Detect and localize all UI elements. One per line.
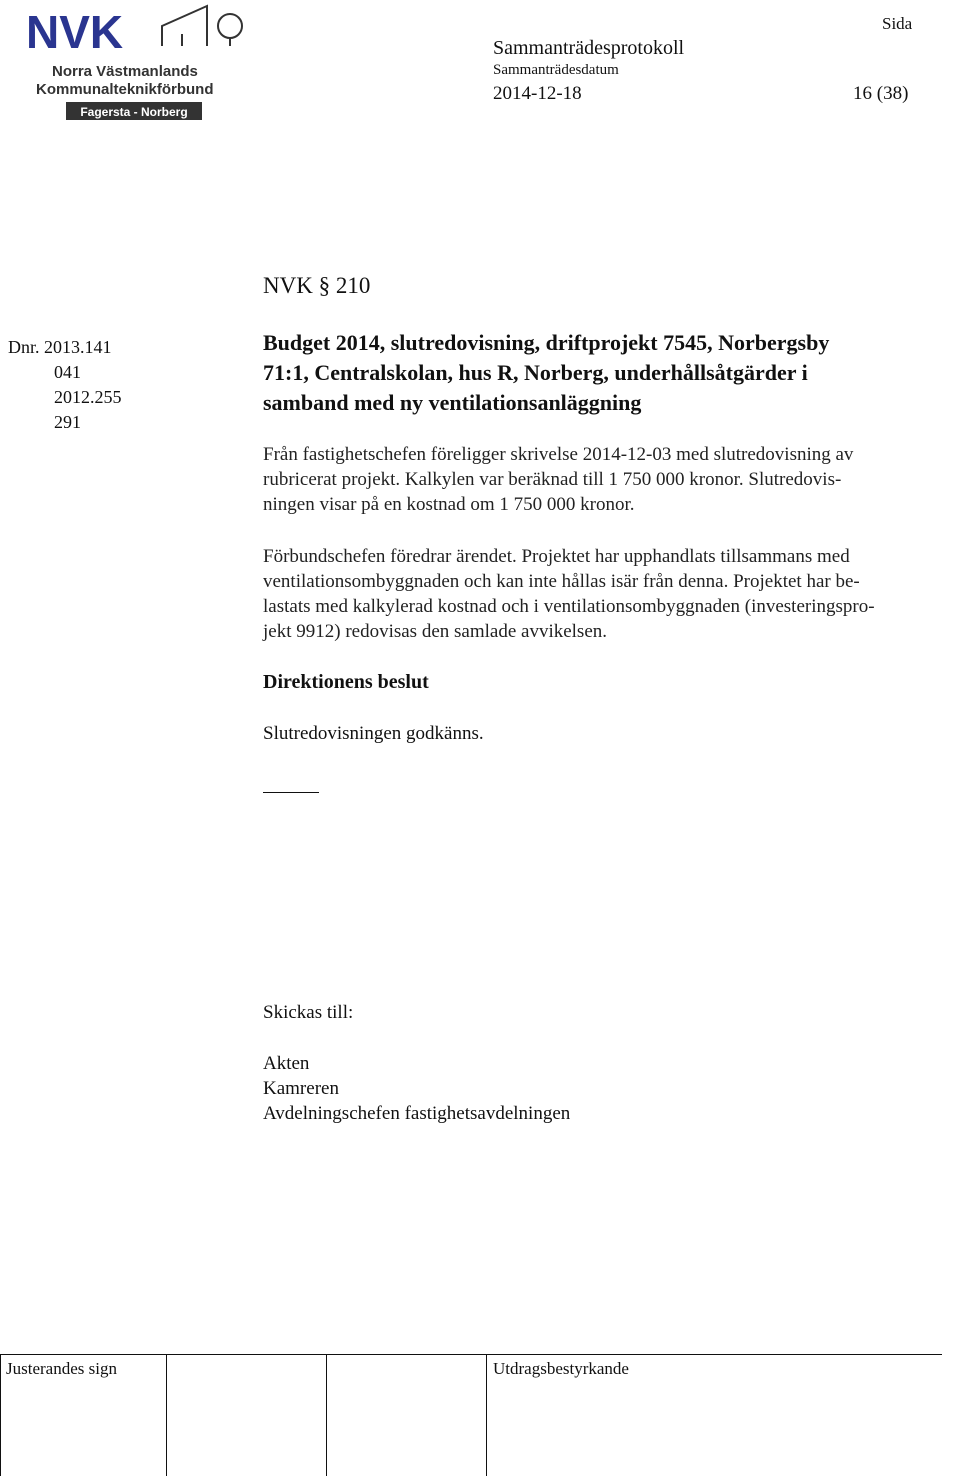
table-border	[326, 1354, 327, 1476]
paragraph-1	[263, 442, 953, 517]
decision-text: Slutredovisningen godkänns.	[263, 723, 484, 744]
distribution-label: Skickas till:	[263, 1002, 354, 1023]
dnr-line: 291	[54, 412, 81, 432]
recipient: Kamreren	[263, 1078, 339, 1099]
paragraph-line: ningen visar på en kostnad om 1 750 000 kronor.	[263, 494, 635, 515]
title-line: 71:1, Centralskolan, hus R, Norberg, underhållsåtgärder i	[263, 360, 808, 385]
recipient: Avdelningschefen fastighetsavdelningen	[263, 1103, 571, 1124]
decision-heading: Direktionens beslut	[263, 671, 429, 693]
dnr-line: 041	[54, 362, 81, 382]
paragraph-line: lastats med kalkylerad kostnad och i ventilationsombyggnaden (investeringspro-	[263, 596, 875, 617]
paragraph-line: jekt 9912) redovisas den samlade avvikelsen.	[263, 621, 608, 642]
separator-line	[263, 792, 319, 793]
title-line: samband med ny ventilationsanläggning	[263, 390, 642, 415]
logo-banner-text: Fagersta - Norberg	[80, 105, 188, 119]
table-border	[0, 1354, 1, 1476]
utdragsbestyrkande-label: Utdragsbestyrkande	[493, 1359, 629, 1378]
dnr-block	[8, 335, 140, 435]
item-title	[263, 328, 943, 418]
section-heading: NVK § 210	[263, 273, 371, 298]
nvk-logo	[22, 4, 252, 124]
dnr-line: Dnr. 2013.141	[8, 337, 112, 357]
table-border	[486, 1354, 487, 1476]
doc-type: Sammanträdesprotokoll	[493, 37, 685, 59]
paragraph-line: Från fastighetschefen föreligger skrivelse 2014-12-03 med slutredovisning av	[263, 444, 854, 465]
justerandes-sign-label: Justerandes sign	[6, 1359, 117, 1378]
paragraph-2	[263, 544, 953, 644]
dnr-line: 2012.255	[54, 387, 122, 407]
recipient: Akten	[263, 1053, 310, 1074]
signature-table	[0, 1354, 942, 1476]
date-label: Sammanträdesdatum	[493, 62, 619, 78]
paragraph-line: ventilationsombyggnaden och kan inte hållas isär från denna. Projektet har be-	[263, 571, 860, 592]
title-line: Budget 2014, slutredovisning, driftprojekt 7545, Norbergsby	[263, 330, 830, 355]
paragraph-line: rubricerat projekt. Kalkylen var beräknad till 1 750 000 kronor. Slutredovis-	[263, 469, 842, 490]
page-number: 16 (38)	[853, 83, 909, 104]
logo-brand: NVK	[26, 6, 124, 58]
table-border	[166, 1354, 167, 1476]
table-top-border	[0, 1354, 942, 1355]
meeting-date: 2014-12-18	[493, 83, 582, 104]
logo-line1: Norra Västmanlands	[52, 63, 198, 80]
page-label: Sida	[882, 14, 913, 33]
paragraph-line: Förbundschefen föredrar ärendet. Projektet har upphandlats tillsammans med	[263, 546, 850, 567]
logo-line2: Kommunalteknikförbund	[36, 81, 214, 98]
